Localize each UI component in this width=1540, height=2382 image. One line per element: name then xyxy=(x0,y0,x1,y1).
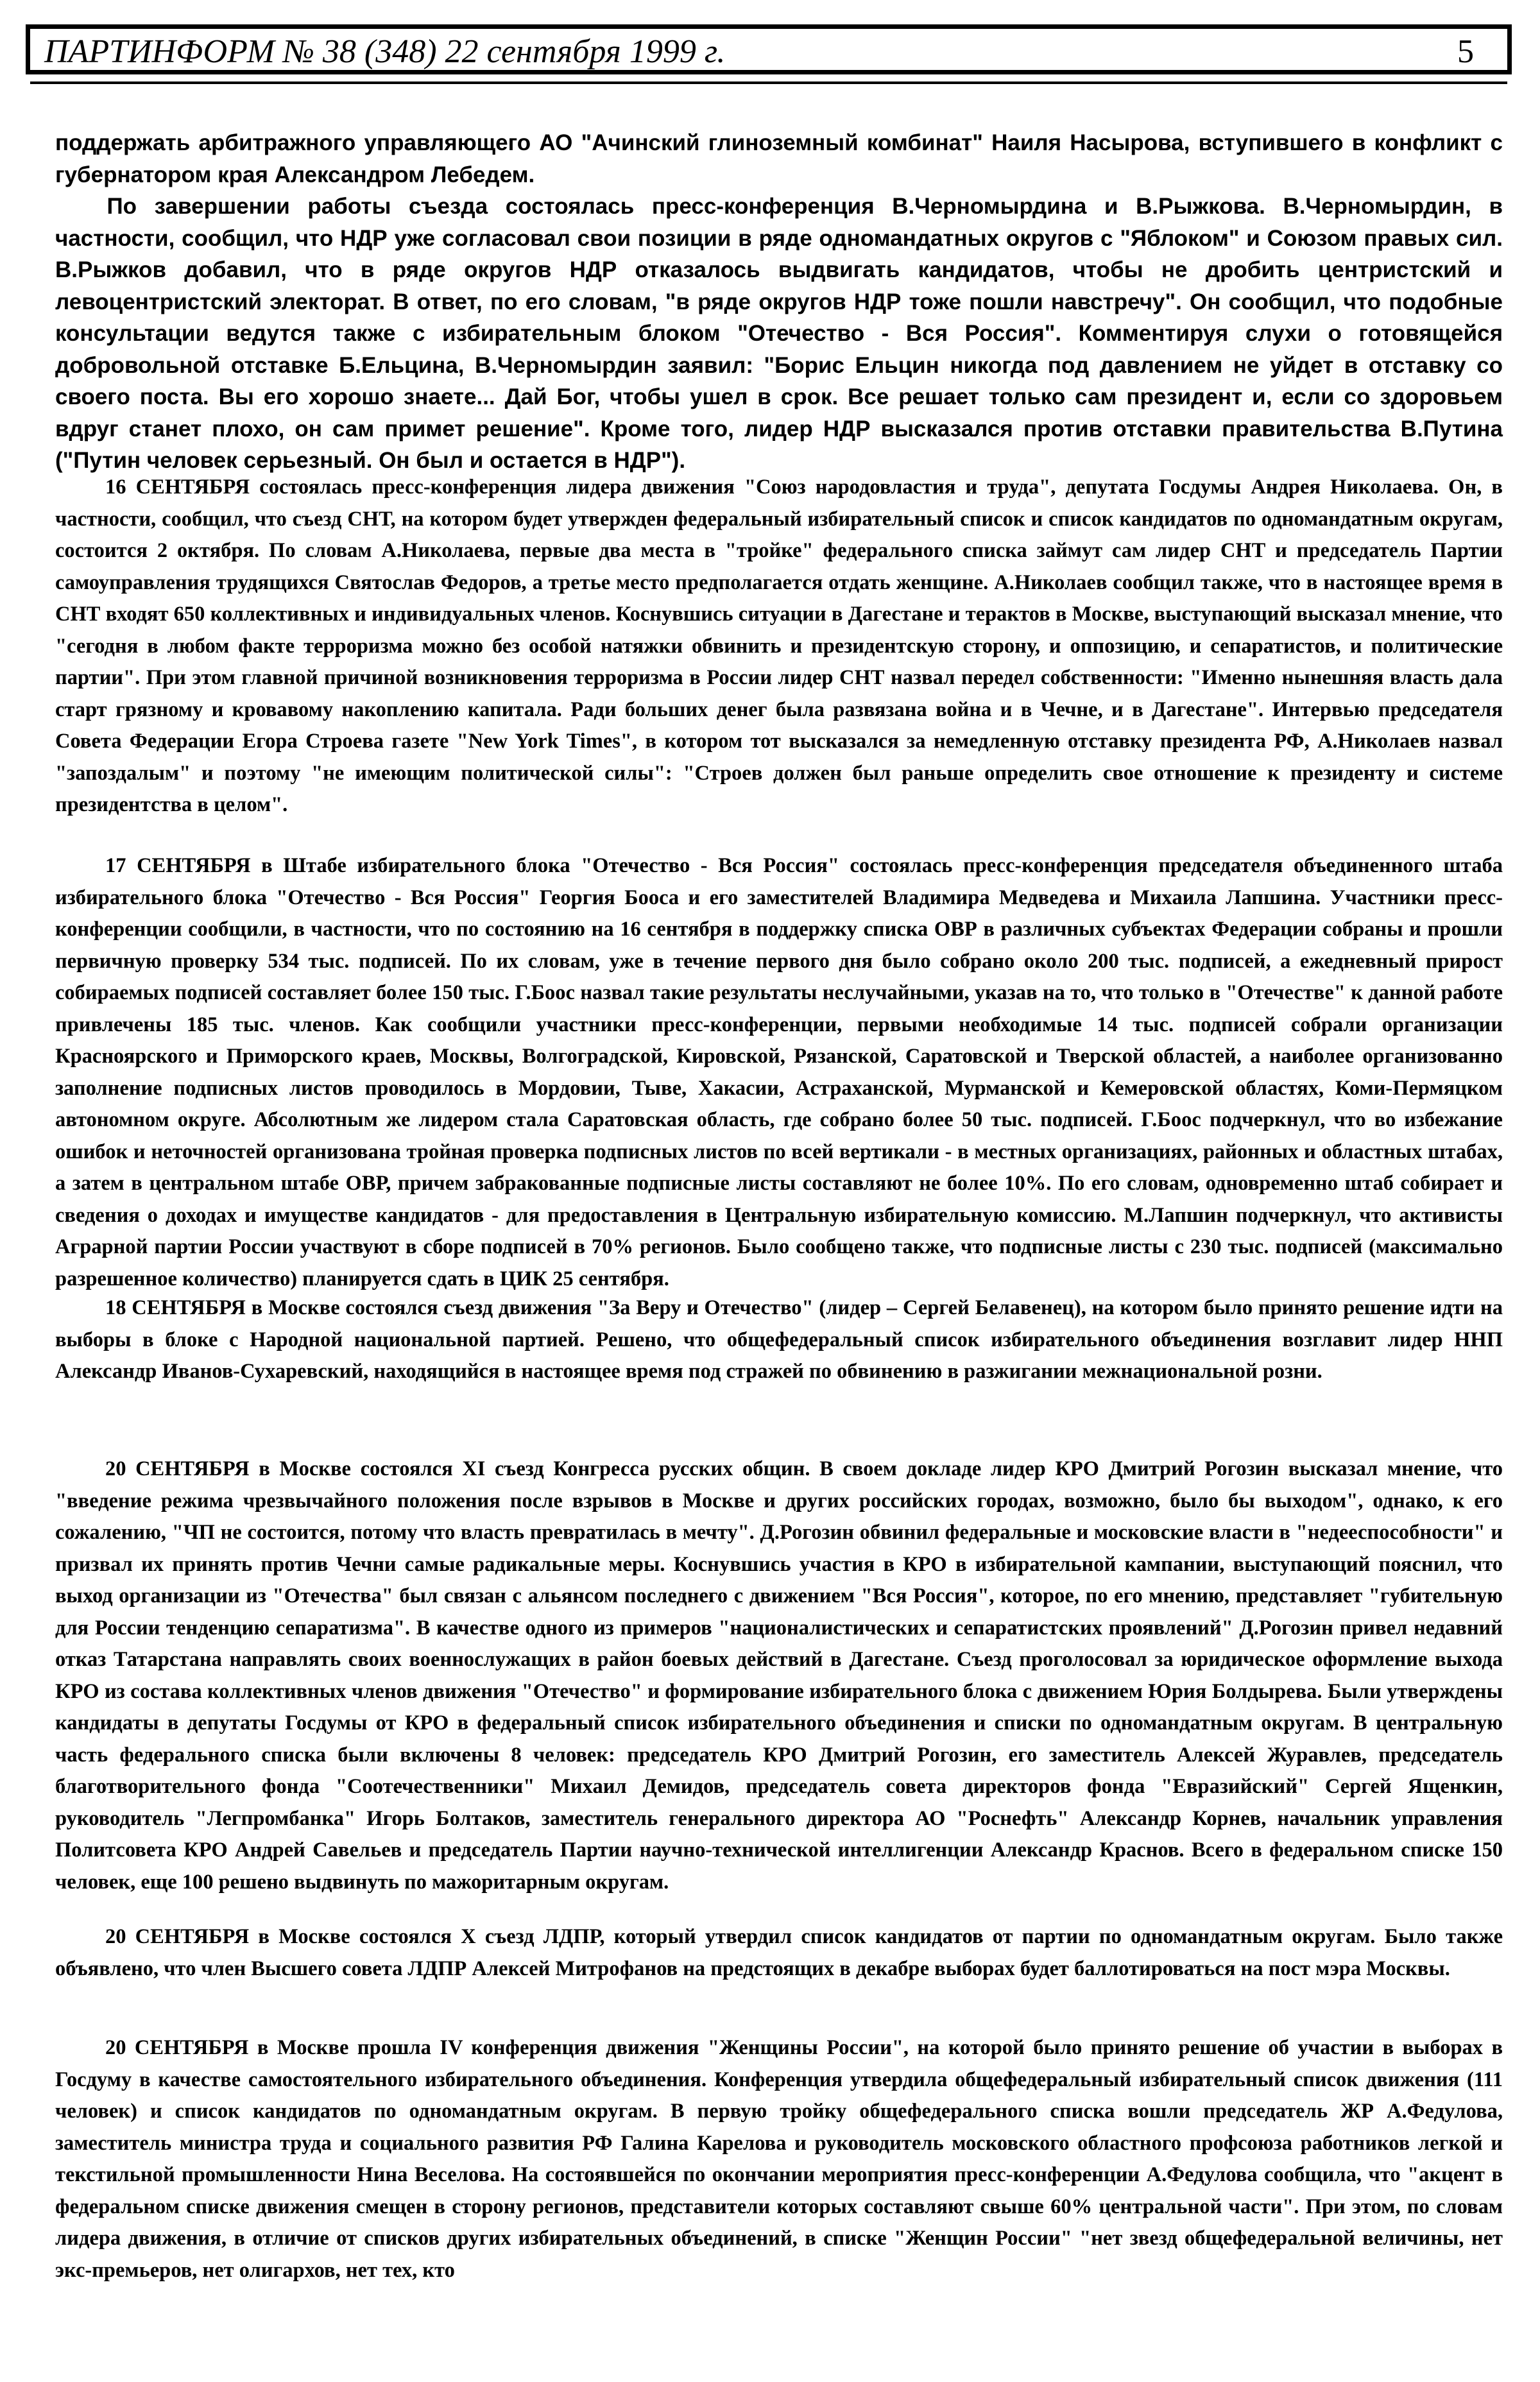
intro-continuation: поддержать арбитражного управляющего АО "Ачинский глиноземный комбинат" Наиля Насырова, вступившего в конфликт с губернатором края Александром Лебедем. xyxy=(55,130,1503,187)
news-item-sep18: 18 СЕНТЯБРЯ в Москве состоялся съезд движения "За Веру и Отечество" (лидер – Сергей Белавенец), на котором было принято решение идти на выборы в блоке с Народной национальной партией. Решено, что общефедеральный список избирательного объединения возглавит лидер ННП Александр Иванов-Сухаревский, находящийся в настоящее время под стражей по обвинению в разжигании межнациональной розни. xyxy=(55,1296,1503,1383)
news-item-sep16: 16 СЕНТЯБРЯ состоялась пресс-конференция лидера движения "Союз народовластия и труда", депутата Госдумы Андрея Николаева. Он, в частности, сообщил, что съезд СНТ, на котором будет утвержден федеральный избирательный список и список кандидатов по одномандатным округам, состоится 2 октября. По словам А.Николаева, первые два места в "тройке" федерального списка займут сам лидер СНТ и председатель Партии самоуправления трудящихся Святослав Федоров, а третье место предполагается отдать женщине. А.Николаев сообщил также, что в настоящее время в СНТ входят 650 коллективных и индивидуальных членов. Коснувшись ситуации в Дагестане и терактов в Москве, выступающий высказал мнение, что "сегодня в любом факте терроризма можно без особой натяжки обвинить и президентскую сторону, и оппозицию, и сепаратистов, и политические партии". При этом главной причиной возникновения терроризма в России лидер СНТ назвал передел собственности: "Именно нынешняя власть дала старт грязному и кровавому накоплению капитала. Ради больших денег была развязана война и в Чечне, и в Дагестане". Интервью председателя Совета Федерации Егора Строева газете "New York Times", в котором тот высказался за немедленную отставку президента РФ, А.Николаев назвал "запоздалым" и поэтому "не имеющим политической силы": "Строев должен был раньше определить свое отношение к президенту и системе президентства в целом". xyxy=(55,476,1503,816)
page-header xyxy=(26,24,1512,74)
intro-text xyxy=(55,127,1503,477)
page-number: 5 xyxy=(1457,33,1474,70)
news-item-sep17: 17 СЕНТЯБРЯ в Штабе избирательного блока "Отечество - Вся Россия" состоялась пресс-конференция председателя объединенного штаба избирательного блока "Отечество - Вся Россия" Георгия Бооса и его заместителей Владимира Медведева и Михаила Лапшина. Участники пресс-конференции сообщили, в частности, что по состоянию на 16 сентября в поддержку списка ОВР в различных субъектах Федерации собраны и прошли первичную проверку 534 тыс. подписей. По их словам, уже в течение первого дня было собрано около 200 тыс. подписей, а ежедневный прирост собираемых подписей составляет более 150 тыс. Г.Боос назвал такие результаты неслучайными, указав на то, что только в "Отечестве" к данной работе привлечены 185 тыс. членов. Как сообщили участники пресс-конференции, первыми необходимые 14 тыс. подписей собрали организации Красноярского и Приморского краев, Москвы, Волгоградской, Кировской, Рязанской, Саратовской и Тверской областей, а наиболее организованно заполнение подписных листов проводилось в Мордовии, Тыве, Хакасии, Астраханской, Мурманской и Кемеровской областях, Коми-Пермяцком автономном округе. Абсолютным же лидером стала Саратовская область, где собрано более 50 тыс. подписей. Г.Боос подчеркнул, что во избежание ошибок и неточностей организована тройная проверка подписных листов по всей вертикали - в местных организациях, районных и областных штабах, а затем в центральном штабе ОВР, причем забракованные подписные листы составляют не более 10%. По его словам, одновременно штаб собирает и сведения о доходах и имуществе кандидатов - для предоставления в Центральную избирательную комиссию. М.Лапшин подчеркнул, что активисты Аграрной партии России участвуют в сборе подписей в 70% регионов. Было сообщено также, что подписные листы с 230 тыс. подписей (максимально разрешенное количество) планируется сдать в ЦИК 25 сентября. xyxy=(55,854,1503,1290)
news-item-sep20-ldpr: 20 СЕНТЯБРЯ в Москве состоялся X съезд ЛДПР, который утвердил список кандидатов от партии по одномандатным округам. Было также объявлено, что член Высшего совета ЛДПР Алексей Митрофанов на предстоящих в декабре выборах будет баллотироваться на пост мэра Москвы. xyxy=(55,1925,1503,1980)
news-item-sep20-women: 20 СЕНТЯБРЯ в Москве прошла IV конференция движения "Женщины России", на которой было принято решение об участии в выборах в Госдуму в качестве самостоятельного избирательного объединения. Конференция утвердила общефедеральный избирательный список движения (111 человек) и список кандидатов по одномандатным округам. В первую тройку общефедерального списка вошли председатель ЖР А.Федулова, заместитель министра труда и социального развития РФ Галина Карелова и руководитель московского областного профсоюза работников легкой и текстильной промышленности Нина Веселова. На состоявшейся по окончании мероприятия пресс-конференции А.Федулова сообщила, что "акцент в федеральном списке движения смещен в сторону регионов, представители которых составляют свыше 60% центральной части". При этом, по словам лидера движения, в отличие от списков других избирательных объединений, в списке "Женщин России" "нет звезд общефедеральной величины, нет экс-премьеров, нет олигархов, нет тех, кто xyxy=(55,2036,1503,2282)
news-item-sep20-kro: 20 СЕНТЯБРЯ в Москве состоялся XI съезд Конгресса русских общин. В своем докладе лидер КРО Дмитрий Рогозин высказал мнение, что "введение режима чрезвычайного положения после взрывов в Москве и других российских городах, возможно, было бы выходом", однако, к его сожалению, "ЧП не состоится, потому что власть превратилась в мечту". Д.Рогозин обвинил федеральные и московские власти в "недееспособности" и призвал их принять против Чечни самые радикальные меры. Коснувшись участия в КРО в избирательной кампании, выступающий пояснил, что выход организации из "Отечества" был связан с альянсом последнего с движением "Вся Россия", которое, по его мнению, представляет "губительную для России тенденцию сепаратизма". В качестве одного из примеров "националистических и сепаратистских проявлений" Д.Рогозин привел недавний отказ Татарстана направлять своих военнослужащих в район боевых действий в Дагестане. Съезд проголосовал за юридическое оформление выхода КРО из состава коллективных членов движения "Отечество" и формирование избирательного блока с движением Юрия Болдырева. Были утверждены кандидаты в депутаты Госдумы от КРО в федеральный список избирательного объединения и списки по одномандатным округам. В центральную часть федерального списка были включены 8 человек: председатель КРО Дмитрий Рогозин, его заместитель Алексей Журавлев, председатель благотворительного фонда "Соотечественники" Михаил Демидов, председатель совета директоров фонда "Евразийский" Сергей Ященкин, руководитель "Легпромбанка" Игорь Болтаков, заместитель генерального директора АО "Роснефть" Александр Корнев, начальник управления Политсовета КРО Андрей Савельев и председатель Партии научно-технической интеллигенции Александр Краснов. Всего в федеральном списке 150 человек, еще 100 решено выдвинуть по мажоритарным округам. xyxy=(55,1457,1503,1894)
header-title: ПАРТИНФОРМ № 38 (348) 22 сентября 1999 г. xyxy=(44,33,726,70)
intro-paragraph: По завершении работы съезда состоялась пресс-конференция В.Черномырдина и В.Рыжкова. В.Черномырдин, в частности, сообщил, что НДР уже согласовал свои позиции в ряде одномандатных округов с "Яблоком" и Союзом правых сил. В.Рыжков добавил, что в ряде округов НДР отказалось выдвигать кандидатов, чтобы не дробить центристский и левоцентристский электорат. В ответ, по его словам, "в ряде округов НДР тоже пошли навстречу". Он сообщил, что подобные консультации ведутся также с избирательным блоком "Отечество - Вся Россия". Комментируя слухи о готовящейся добровольной отставке Б.Ельцина, В.Черномырдин заявил: "Борис Ельцин никогда под давлением не уйдет в отставку со своего поста. Вы его хорошо знаете... Дай Бог, чтобы ушел в срок. Все решает только сам президент и, если со здоровьем вдруг станет плохо, он сам примет решение". Кроме того, лидер НДР высказался против отставки правительства В.Путина ("Путин человек серьезный. Он был и остается в НДР"). xyxy=(55,194,1503,473)
